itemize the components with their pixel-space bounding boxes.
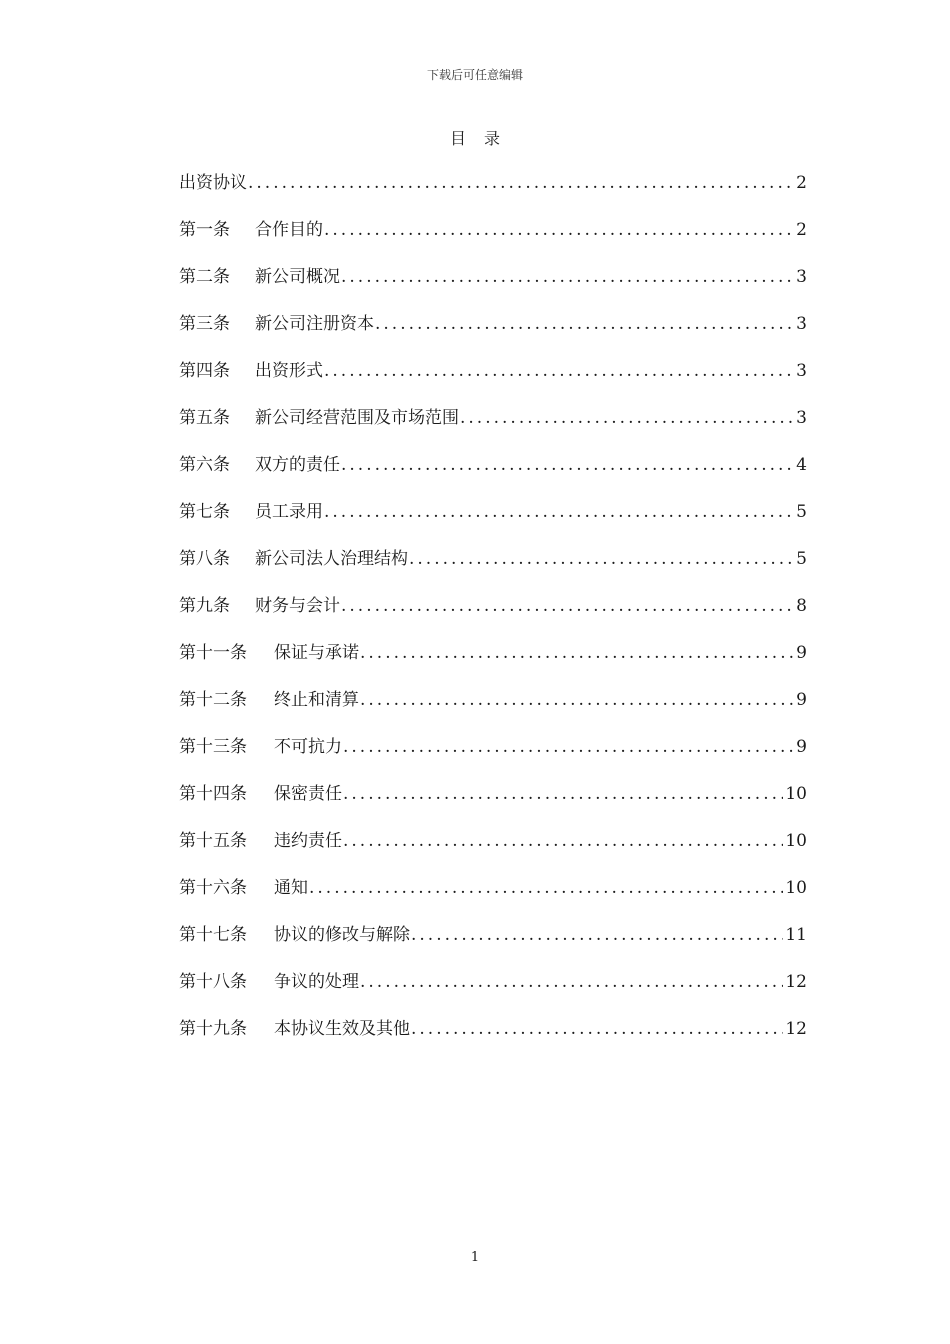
toc-entry-number: 第十六条 bbox=[179, 878, 247, 898]
toc-entry-title: 财务与会计 bbox=[255, 596, 340, 616]
toc-entry-title: 新公司经营范围及市场范围 bbox=[255, 408, 459, 428]
toc-entry[interactable] bbox=[179, 779, 807, 826]
toc-dot-leader bbox=[360, 638, 794, 668]
header-note: 下载后可任意编辑 bbox=[426, 68, 523, 82]
toc-entry-title: 新公司注册资本 bbox=[255, 314, 374, 334]
toc-entry-title: 保证与承诺 bbox=[274, 643, 359, 663]
toc-entry-title: 协议的修改与解除 bbox=[274, 925, 410, 945]
toc-entry-page: 5 bbox=[796, 502, 807, 522]
toc-entry[interactable] bbox=[179, 309, 807, 356]
toc-entry[interactable] bbox=[179, 356, 807, 403]
toc-entry-page: 11 bbox=[785, 925, 807, 945]
toc-entry-page: 5 bbox=[796, 549, 807, 569]
toc-entry[interactable] bbox=[179, 262, 807, 309]
toc-entry-page: 9 bbox=[796, 737, 807, 757]
toc-entry[interactable] bbox=[179, 638, 807, 685]
toc-entry-page: 4 bbox=[796, 455, 807, 475]
toc-entry-number: 第十三条 bbox=[179, 737, 247, 757]
toc-dot-leader bbox=[409, 544, 794, 574]
toc-entry[interactable] bbox=[179, 873, 807, 920]
toc-entry-title: 本协议生效及其他 bbox=[274, 1019, 410, 1039]
toc-dot-leader bbox=[341, 262, 794, 292]
toc-entry-number: 第四条 bbox=[179, 361, 230, 381]
toc-entry-title: 争议的处理 bbox=[274, 972, 359, 992]
toc-entry-page: 10 bbox=[785, 878, 807, 898]
toc-entry[interactable] bbox=[179, 685, 807, 732]
toc-entry[interactable] bbox=[179, 450, 807, 497]
toc-entry-page: 12 bbox=[785, 1019, 807, 1039]
toc-dot-leader bbox=[341, 450, 794, 480]
toc-dot-leader bbox=[375, 309, 794, 339]
toc-entry-number: 第二条 bbox=[179, 267, 230, 287]
toc-entry[interactable] bbox=[179, 591, 807, 638]
toc-entry-title: 不可抗力 bbox=[274, 737, 342, 757]
toc-entry[interactable] bbox=[179, 215, 807, 262]
toc-dot-leader bbox=[343, 779, 783, 809]
toc-entry-title: 通知 bbox=[274, 878, 308, 898]
toc-entry-number: 第十九条 bbox=[179, 1019, 247, 1039]
toc-dot-leader bbox=[460, 403, 794, 433]
toc-entry-number: 第十一条 bbox=[179, 643, 247, 663]
toc-entry[interactable] bbox=[179, 920, 807, 967]
toc-entry[interactable] bbox=[179, 1014, 807, 1061]
toc-entry-number: 第十二条 bbox=[179, 690, 247, 710]
toc-dot-leader bbox=[309, 873, 783, 903]
toc-dot-leader bbox=[411, 1014, 783, 1044]
toc-entry-number: 第七条 bbox=[179, 502, 230, 522]
toc-entry[interactable] bbox=[179, 497, 807, 544]
toc-entry-page: 8 bbox=[796, 596, 807, 616]
toc-entry-title: 保密责任 bbox=[274, 784, 342, 804]
toc-dot-leader bbox=[341, 591, 794, 621]
toc-dot-leader bbox=[324, 215, 794, 245]
toc-entry-page: 3 bbox=[796, 267, 807, 287]
toc-entry-number: 第三条 bbox=[179, 314, 230, 334]
toc-entry-page: 3 bbox=[796, 314, 807, 334]
toc-entry-page: 10 bbox=[785, 784, 807, 804]
toc-entry-number: 第十四条 bbox=[179, 784, 247, 804]
toc-entry-title: 员工录用 bbox=[255, 502, 323, 522]
toc-entry-page: 9 bbox=[796, 643, 807, 663]
toc-title-char-2: 录 bbox=[484, 129, 501, 148]
toc-title-char-1: 目 bbox=[449, 129, 466, 148]
toc-entry-number: 第十五条 bbox=[179, 831, 247, 851]
toc-entry-page: 2 bbox=[796, 173, 807, 193]
toc-entry-page: 12 bbox=[785, 972, 807, 992]
toc-entry[interactable] bbox=[179, 168, 807, 215]
toc-entry-number: 第一条 bbox=[179, 220, 230, 240]
toc-entry[interactable] bbox=[179, 732, 807, 779]
toc-entry[interactable] bbox=[179, 403, 807, 450]
toc-entry-page: 3 bbox=[796, 408, 807, 428]
toc-entry-number: 第九条 bbox=[179, 596, 230, 616]
toc-entry-title: 新公司法人治理结构 bbox=[255, 549, 408, 569]
toc-entry-title: 终止和清算 bbox=[274, 690, 359, 710]
toc-dot-leader bbox=[360, 685, 794, 715]
toc-entry-title: 新公司概况 bbox=[255, 267, 340, 287]
toc-entry-title: 合作目的 bbox=[255, 220, 323, 240]
toc-title bbox=[0, 126, 950, 149]
toc-dot-leader bbox=[411, 920, 783, 950]
toc-entry-page: 10 bbox=[785, 831, 807, 851]
toc-dot-leader bbox=[343, 826, 783, 856]
toc-entry-title: 出资形式 bbox=[255, 361, 323, 381]
toc-entry[interactable] bbox=[179, 544, 807, 591]
table-of-contents bbox=[179, 168, 807, 1061]
toc-dot-leader bbox=[360, 967, 783, 997]
toc-entry-page: 2 bbox=[796, 220, 807, 240]
toc-dot-leader bbox=[343, 732, 794, 762]
toc-entry[interactable] bbox=[179, 826, 807, 873]
toc-entry-page: 3 bbox=[796, 361, 807, 381]
toc-entry-number: 第五条 bbox=[179, 408, 230, 428]
toc-entry-number: 第十七条 bbox=[179, 925, 247, 945]
toc-dot-leader bbox=[324, 356, 794, 386]
page-number: 1 bbox=[470, 1250, 480, 1265]
toc-entry-title: 双方的责任 bbox=[255, 455, 340, 475]
toc-entry-number: 第十八条 bbox=[179, 972, 247, 992]
toc-entry[interactable] bbox=[179, 967, 807, 1014]
toc-dot-leader bbox=[324, 497, 794, 527]
toc-entry-number: 第六条 bbox=[179, 455, 230, 475]
toc-entry-page: 9 bbox=[796, 690, 807, 710]
toc-entry-number: 第八条 bbox=[179, 549, 230, 569]
toc-dot-leader bbox=[248, 168, 794, 198]
toc-entry-title: 违约责任 bbox=[274, 831, 342, 851]
toc-entry-title: 出资协议 bbox=[179, 173, 247, 193]
